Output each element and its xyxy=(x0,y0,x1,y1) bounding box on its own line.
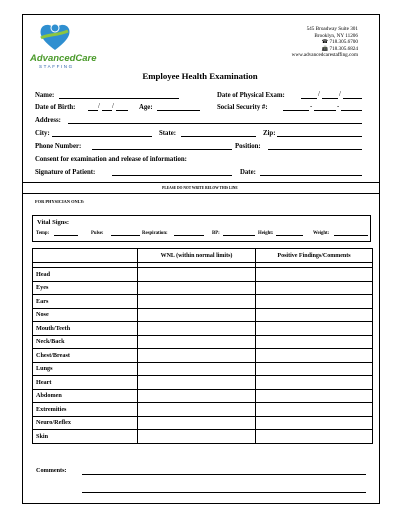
findings-cell[interactable] xyxy=(256,335,373,349)
state-field[interactable] xyxy=(181,130,256,137)
findings-cell[interactable] xyxy=(256,430,373,444)
table-row xyxy=(33,349,373,363)
ssn-part3-field[interactable] xyxy=(341,104,362,111)
bp-field[interactable] xyxy=(223,231,255,236)
exam-table xyxy=(32,248,373,444)
signature-label: Signature of Patient: xyxy=(35,169,96,176)
pulse-field[interactable] xyxy=(111,231,140,236)
website: www.advancedcarestaffing.com xyxy=(291,52,358,58)
findings-cell[interactable] xyxy=(256,349,373,363)
wnl-cell[interactable] xyxy=(138,416,256,430)
findings-cell[interactable] xyxy=(256,416,373,430)
signature-date-field[interactable] xyxy=(260,169,362,176)
zip-field[interactable] xyxy=(277,130,362,137)
name-label: Name: xyxy=(35,92,55,99)
company-logo xyxy=(28,22,97,72)
city-field[interactable] xyxy=(52,130,152,137)
body-system-label: Skin xyxy=(33,430,138,444)
pulse-label: Pulse: xyxy=(91,231,104,236)
dob-day-field[interactable] xyxy=(102,104,112,111)
signature-field[interactable] xyxy=(112,169,232,176)
body-system-label: Chest/Breast xyxy=(33,349,138,363)
ssn-separator: - xyxy=(310,103,313,110)
exam-date-year-field[interactable] xyxy=(343,92,362,99)
body-system-label: Nose xyxy=(33,308,138,322)
physician-only-label: FOR PHYSICIAN ONLY: xyxy=(35,199,85,204)
comments-line-2[interactable] xyxy=(82,492,366,493)
dob-label: Date of Birth: xyxy=(35,104,76,111)
wnl-cell[interactable] xyxy=(138,335,256,349)
findings-cell[interactable] xyxy=(256,389,373,403)
ssn-label: Social Security #: xyxy=(217,104,268,111)
findings-cell[interactable] xyxy=(256,403,373,417)
header-blank xyxy=(33,249,138,263)
phone-number: ☎ 718.305.6700 xyxy=(321,39,358,45)
height-label: Height: xyxy=(258,231,274,236)
signature-date-label: Date: xyxy=(240,169,256,176)
wnl-cell[interactable] xyxy=(138,362,256,376)
address-field[interactable] xyxy=(68,117,362,124)
table-row xyxy=(33,308,373,322)
logo-tagline: STAFFING xyxy=(39,64,74,69)
table-row xyxy=(33,335,373,349)
wnl-cell[interactable] xyxy=(138,349,256,363)
fax-number: 📠 718.305.6824 xyxy=(321,45,358,52)
body-system-label: Ears xyxy=(33,295,138,309)
body-system-label: Abdomen xyxy=(33,389,138,403)
table-row xyxy=(33,389,373,403)
comments-label: Comments: xyxy=(36,467,67,474)
findings-cell[interactable] xyxy=(256,295,373,309)
table-row xyxy=(33,268,373,282)
phone-label: Phone Number: xyxy=(35,143,82,150)
wnl-cell[interactable] xyxy=(138,268,256,282)
city-label: City: xyxy=(35,130,50,137)
header-findings: Positive Findings/Comments xyxy=(256,249,373,263)
address-label: Address: xyxy=(35,117,61,124)
table-row xyxy=(33,322,373,336)
findings-cell[interactable] xyxy=(256,376,373,390)
respiration-label: Respiration: xyxy=(142,231,168,236)
wnl-cell[interactable] xyxy=(138,295,256,309)
body-system-label: Mouth/Teeth xyxy=(33,322,138,336)
vital-signs-title: Vital Signs: xyxy=(37,219,70,226)
wnl-cell[interactable] xyxy=(138,430,256,444)
ssn-part1-field[interactable] xyxy=(283,104,309,111)
date-separator: / xyxy=(318,91,320,98)
position-field[interactable] xyxy=(268,143,362,150)
weight-field[interactable] xyxy=(334,231,368,236)
temp-label: Temp: xyxy=(36,231,50,236)
wnl-cell[interactable] xyxy=(138,322,256,336)
weight-label: Weight: xyxy=(313,231,330,236)
bp-label: BP: xyxy=(212,231,220,236)
body-system-label: Neuro/Reflex xyxy=(33,416,138,430)
dob-year-field[interactable] xyxy=(116,104,128,111)
header-wnl: WNL (within normal limits) xyxy=(138,249,256,263)
age-field[interactable] xyxy=(157,104,200,111)
wnl-cell[interactable] xyxy=(138,281,256,295)
wnl-cell[interactable] xyxy=(138,389,256,403)
body-system-label: Extremities xyxy=(33,403,138,417)
height-field[interactable] xyxy=(276,231,303,236)
upper-divider xyxy=(22,182,380,183)
table-row xyxy=(33,430,373,444)
temp-field[interactable] xyxy=(54,231,78,236)
consent-label: Consent for examination and release of information: xyxy=(35,156,187,163)
exam-date-month-field[interactable] xyxy=(301,92,317,99)
date-separator: / xyxy=(98,103,100,110)
address-line2: Brooklyn, NY 11206 xyxy=(314,32,358,39)
vital-signs-box xyxy=(32,215,371,242)
findings-cell[interactable] xyxy=(256,308,373,322)
wnl-cell[interactable] xyxy=(138,376,256,390)
findings-cell[interactable] xyxy=(256,268,373,282)
body-system-label: Eyes xyxy=(33,281,138,295)
table-row xyxy=(33,281,373,295)
table-row xyxy=(33,295,373,309)
respiration-field[interactable] xyxy=(174,231,204,236)
body-system-label: Neck/Back xyxy=(33,335,138,349)
wnl-cell[interactable] xyxy=(138,308,256,322)
company-address xyxy=(292,26,358,59)
position-label: Position: xyxy=(235,143,261,150)
table-row xyxy=(33,376,373,390)
state-label: State: xyxy=(159,130,176,137)
findings-cell[interactable] xyxy=(256,362,373,376)
zip-label: Zip: xyxy=(263,130,276,137)
heart-logo-icon xyxy=(38,22,72,52)
ssn-separator: - xyxy=(337,103,340,110)
ssn-part2-field[interactable] xyxy=(314,104,336,111)
address-line1: 545 Broadway Suite 301 xyxy=(306,26,358,32)
exam-date-day-field[interactable] xyxy=(322,92,338,99)
findings-cell[interactable] xyxy=(256,322,373,336)
name-field[interactable] xyxy=(59,92,179,99)
age-label: Age: xyxy=(139,104,153,111)
findings-cell[interactable] xyxy=(256,281,373,295)
wnl-cell[interactable] xyxy=(138,403,256,417)
table-row xyxy=(33,416,373,430)
body-system-label: Lungs xyxy=(33,362,138,376)
phone-field[interactable] xyxy=(92,143,232,150)
dob-month-field[interactable] xyxy=(88,104,98,111)
lower-divider xyxy=(22,193,380,194)
exam-date-label: Date of Physical Exam: xyxy=(217,92,285,99)
exam-table-header xyxy=(33,249,373,263)
form-title: Employee Health Examination xyxy=(142,71,258,81)
body-system-label: Head xyxy=(33,268,138,282)
do-not-write-notice: PLEASE DO NOT WRITE BELOW THIS LINE xyxy=(162,186,238,190)
table-row xyxy=(33,403,373,417)
table-row xyxy=(33,362,373,376)
logo-name: AdvancedCare xyxy=(30,53,97,64)
date-separator: / xyxy=(339,91,341,98)
body-system-label: Heart xyxy=(33,376,138,390)
date-separator: / xyxy=(112,103,114,110)
comments-line-1[interactable] xyxy=(82,474,366,475)
